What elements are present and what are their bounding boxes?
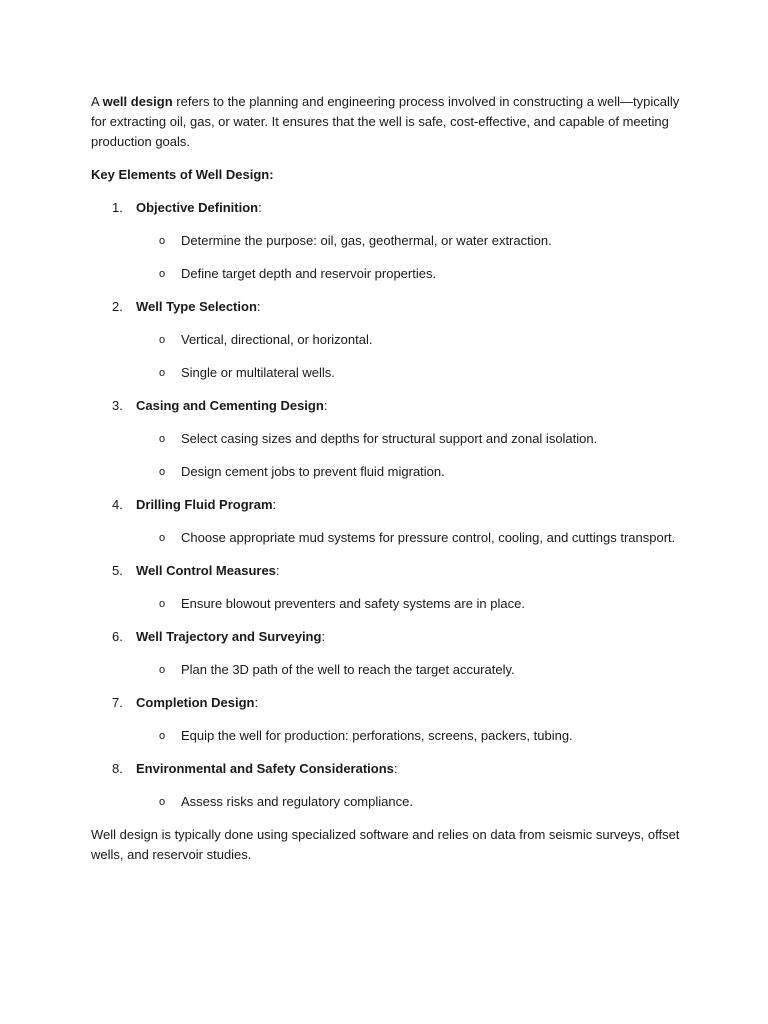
hollow-circle-bullet-icon: o [159,466,166,478]
intro-prefix: A [91,94,103,109]
sub-bullet-list [91,594,681,614]
list-item-title-suffix: : [323,398,328,413]
sub-bullet-list [91,231,681,284]
sub-bullet-list [91,330,681,383]
sub-bullet-item [91,660,681,680]
list-item-title [136,695,258,710]
hollow-circle-bullet-icon: o [159,367,166,379]
list-item-title-suffix: : [393,761,398,776]
hollow-circle-bullet-icon: o [159,268,166,280]
list-item-title [136,398,327,413]
list-item-title [136,563,280,578]
sub-bullet-item [91,462,681,482]
hollow-circle-bullet-icon: o [159,664,166,676]
list-item-title-row [91,627,681,647]
list-item-title-suffix: : [254,695,259,710]
list-item-title-text: Casing and Cementing Design [136,398,324,413]
list-item-number: 5. [112,563,123,578]
sub-bullet-text: Ensure blowout preventers and safety systems are in place. [181,596,525,611]
list-item [91,297,681,383]
list-item-title-row [91,297,681,317]
sub-bullet-item [91,528,681,548]
sub-bullet-item [91,363,681,383]
list-item-title-suffix: : [275,563,280,578]
sub-bullet-text: Vertical, directional, or horizontal. [181,332,373,347]
list-item [91,759,681,812]
sub-bullet-text: Choose appropriate mud systems for pressure control, cooling, and cuttings transport. [181,530,676,545]
list-item-title-row [91,495,681,515]
intro-paragraph [91,92,681,152]
list-item-title-text: Well Trajectory and Surveying [136,629,322,644]
list-item-title-row [91,693,681,713]
sub-bullet-text: Assess risks and regulatory compliance. [181,794,413,809]
sub-bullet-text: Determine the purpose: oil, gas, geothermal, or water extraction. [181,233,552,248]
hollow-circle-bullet-icon: o [159,334,166,346]
list-item-title-text: Well Type Selection [136,299,257,314]
list-item-title-text: Completion Design [136,695,255,710]
list-item-title-row [91,759,681,779]
list-item-number: 2. [112,299,123,314]
sub-bullet-list [91,660,681,680]
list-item [91,396,681,482]
sub-bullet-list [91,726,681,746]
hollow-circle-bullet-icon: o [159,598,166,610]
list-item-number: 7. [112,695,123,710]
list-item-title-suffix: : [321,629,326,644]
sub-bullet-item [91,792,681,812]
document-content [91,92,681,865]
list-item-title-row [91,198,681,218]
list-item-title-row [91,561,681,581]
key-elements-list [91,198,681,812]
list-item [91,561,681,614]
hollow-circle-bullet-icon: o [159,235,166,247]
sub-bullet-text: Equip the well for production: perforations, screens, packers, tubing. [181,728,573,743]
list-item-title-text: Environmental and Safety Considerations [136,761,394,776]
sub-bullet-list [91,429,681,482]
sub-bullet-text: Plan the 3D path of the well to reach the target accurately. [181,662,515,677]
list-item-number: 1. [112,200,123,215]
hollow-circle-bullet-icon: o [159,433,166,445]
list-item [91,495,681,548]
sub-bullet-text: Define target depth and reservoir properties. [181,266,437,281]
sub-bullet-item [91,429,681,449]
hollow-circle-bullet-icon: o [159,730,166,742]
sub-bullet-text: Select casing sizes and depths for structural support and zonal isolation. [181,431,598,446]
sub-bullet-item [91,330,681,350]
list-item-title [136,497,276,512]
intro-bold-term: well design [102,94,173,109]
list-item-title-text: Drilling Fluid Program [136,497,273,512]
list-item-title-row [91,396,681,416]
hollow-circle-bullet-icon: o [159,796,166,808]
sub-bullet-item [91,726,681,746]
list-item-title [136,299,261,314]
list-item-title-suffix: : [258,200,262,215]
sub-bullet-item [91,264,681,284]
list-item-title-suffix: : [272,497,277,512]
list-item [91,693,681,746]
sub-bullet-text: Design cement jobs to prevent fluid migration. [181,464,445,479]
list-item-number: 4. [112,497,123,512]
list-item-title [136,629,325,644]
list-item-title [136,761,398,776]
section-heading: Key Elements of Well Design: [91,167,274,182]
sub-bullet-item [91,594,681,614]
list-item-number: 3. [112,398,123,413]
intro-rest: refers to the planning and engineering process involved in constructing a well—typically for extracting oil, gas, or water. It ensures that the well is safe, cost-effective, and capable of meeting production goals. [91,94,680,149]
closing-paragraph: Well design is typically done using specialized software and relies on data from seismic surveys, offset wells, and reservoir studies. [91,827,680,862]
list-item-number: 8. [112,761,123,776]
list-item-title [136,200,262,215]
sub-bullet-list [91,528,681,548]
list-item-title-text: Objective Definition [136,200,259,215]
list-item-title-suffix: : [256,299,261,314]
list-item [91,198,681,284]
sub-bullet-list [91,792,681,812]
sub-bullet-text: Single or multilateral wells. [181,365,335,380]
hollow-circle-bullet-icon: o [159,532,166,544]
list-item [91,627,681,680]
list-item-title-text: Well Control Measures [136,563,276,578]
sub-bullet-item [91,231,681,251]
list-item-number: 6. [112,629,123,644]
